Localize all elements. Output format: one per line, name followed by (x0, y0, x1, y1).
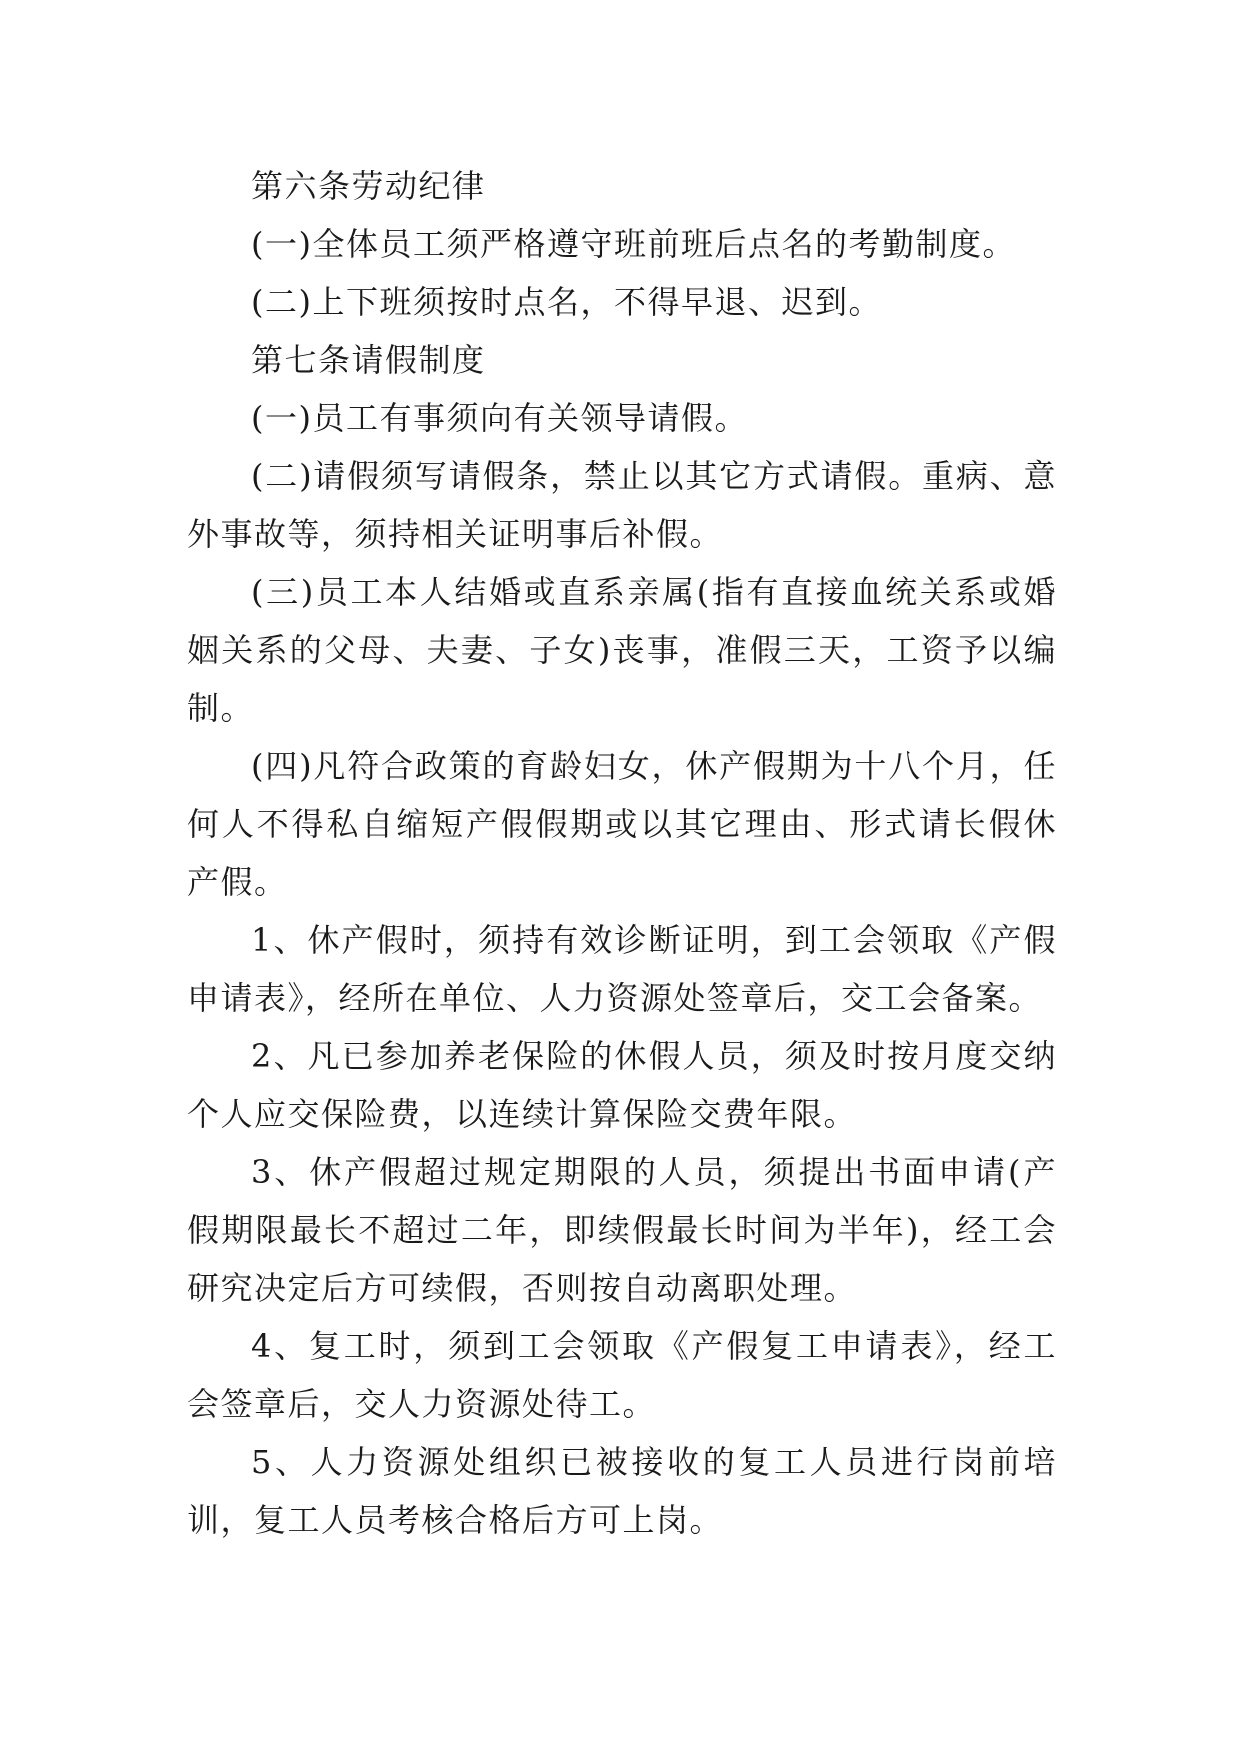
section-heading-article-7: 第七条请假制度 (251, 341, 486, 379)
paragraph: (三)员工本人结婚或直系亲属(指有直接血统关系或婚姻关系的父母、夫妻、子女)丧事，准假三天，工资予以编制。 (187, 573, 1057, 727)
list-item: 2、凡已参加养老保险的休假人员，须及时按月度交纳个人应交保险费，以连续计算保险交费年限。 (187, 1037, 1057, 1133)
paragraph: (四)凡符合政策的育龄妇女，休产假期为十八个月，任何人不得私自缩短产假假期或以其它理由、形式请长假休产假。 (187, 747, 1057, 901)
document-body (187, 157, 1057, 1549)
paragraph: (一)员工有事须向有关领导请假。 (251, 399, 748, 437)
list-item: 4、复工时，须到工会领取《产假复工申请表》，经工会签章后，交人力资源处待工。 (187, 1327, 1057, 1423)
list-item: 3、休产假超过规定期限的人员，须提出书面申请(产假期限最长不超过二年，即续假最长时间为半年)，经工会研究决定后方可续假，否则按自动离职处理。 (187, 1153, 1057, 1307)
section-heading-article-6: 第六条劳动纪律 (251, 167, 486, 205)
paragraph: (二)请假须写请假条，禁止以其它方式请假。重病、意外事故等，须持相关证明事后补假。 (187, 457, 1057, 553)
list-item: 5、人力资源处组织已被接收的复工人员进行岗前培训，复工人员考核合格后方可上岗。 (187, 1443, 1057, 1539)
paragraph: (一)全体员工须严格遵守班前班后点名的考勤制度。 (251, 225, 1016, 263)
list-item: 1、休产假时，须持有效诊断证明，到工会领取《产假申请表》，经所在单位、人力资源处签章后，交工会备案。 (187, 921, 1057, 1017)
paragraph: (二)上下班须按时点名，不得早退、迟到。 (251, 283, 882, 321)
